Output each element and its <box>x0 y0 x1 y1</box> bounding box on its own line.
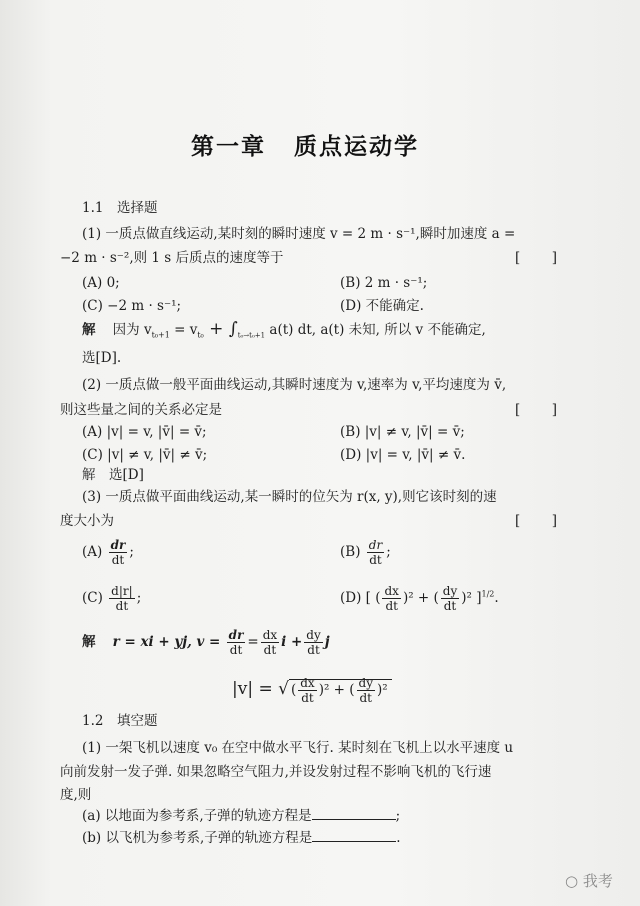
math-text: )² + ( <box>318 682 355 698</box>
q1-option-c: (C) −2 m · s⁻¹; <box>82 298 182 314</box>
answer-blank <box>312 806 396 820</box>
q3-option-c <box>82 584 141 613</box>
q2-line1: (2) 一质点做一般平面曲线运动,其瞬时速度为 v,速率为 v,平均速度为 v̄, <box>82 377 507 393</box>
fraction <box>367 538 384 567</box>
denominator: dt <box>229 643 243 657</box>
fill-q1-part-b <box>82 828 401 847</box>
q3-option-a <box>82 538 134 567</box>
punct: ; <box>386 544 391 560</box>
answer-bracket <box>515 401 557 419</box>
answer-bracket <box>515 512 557 530</box>
fraction <box>382 584 400 613</box>
fraction <box>109 584 135 613</box>
q2-option-a: (A) |v| = v, |v̄| = v̄; <box>82 424 207 440</box>
punct: ; <box>395 808 401 824</box>
sol-text: = v <box>169 322 198 338</box>
denominator: dt <box>385 599 398 613</box>
option-label: (C) <box>82 590 103 606</box>
fraction <box>298 676 316 705</box>
fraction <box>227 628 246 657</box>
q2-line2: 则这些量之间的关系必定是 <box>60 402 222 418</box>
denominator: dt <box>111 553 125 567</box>
q3-line1: (3) 一质点做平面曲线运动,某一瞬时的位矢为 r(x, y),则它该时刻的速 <box>82 489 497 505</box>
bracket-right: ] <box>551 250 557 266</box>
punct: ; <box>136 590 142 606</box>
speed-magnitude-formula <box>232 676 392 705</box>
chapter-number: 第一章 <box>191 134 266 160</box>
math-text: |v| = √ <box>232 679 289 699</box>
fraction <box>357 676 375 705</box>
fill-q1-part-a <box>82 806 400 825</box>
integral-sign: + ∫ <box>203 319 238 339</box>
bracket-left: [ <box>515 402 521 418</box>
answer-blank <box>312 828 396 842</box>
chapter-title <box>0 128 610 161</box>
q2-option-c: (C) |v| ≠ v, |v̄| ≠ v̄; <box>82 447 208 463</box>
sol-text: 因为 v <box>112 322 152 338</box>
q1-solution <box>82 320 486 345</box>
math-text: ( <box>290 682 297 698</box>
q1-option-b: (B) 2 m · s⁻¹; <box>340 275 428 291</box>
numerator: dx <box>384 584 399 598</box>
denominator: dt <box>359 691 373 705</box>
numerator: dy <box>358 676 373 690</box>
part-text: (a) 以地面为参考系,子弹的轨迹方程是 <box>82 808 312 824</box>
numerator: dx <box>300 676 315 690</box>
sol-text: a(t) dt, a(t) 未知, 所以 v 不能确定, <box>265 322 486 338</box>
solution-label: 解 <box>82 322 96 338</box>
math-text: )² + ( <box>402 590 439 606</box>
numerator: dr <box>368 538 383 552</box>
math-text: )² ] <box>461 590 482 606</box>
option-label: (D) <box>340 590 362 606</box>
q1-line2: −2 m · s⁻²,则 1 s 后质点的速度等于 <box>60 250 284 266</box>
solution-label: 解 <box>82 634 96 650</box>
math-text: j <box>324 634 330 650</box>
fill-q1-line2: 向前发射一发子弹. 如果忽略空气阻力,并设发射过程不影响飞机的飞行速 <box>60 764 492 780</box>
q3-line2: 度大小为 <box>60 513 114 529</box>
fraction <box>109 538 128 567</box>
sqrt-body <box>289 676 392 705</box>
math-text: [ ( <box>365 590 381 606</box>
numerator: dr <box>110 538 126 552</box>
math-text: r = xi + yj, v = <box>112 634 221 650</box>
q1-line1: (1) 一质点做直线运动,某时刻的瞬时速度 v = 2 m · s⁻¹,瞬时加速度 a = <box>82 226 516 242</box>
numerator: dy <box>442 584 458 598</box>
answer-bracket <box>515 249 557 267</box>
fill-q1-line3: 度,则 <box>60 787 92 803</box>
fraction <box>304 628 322 657</box>
denominator: dt <box>443 599 457 613</box>
sol-sub: t₀ <box>197 330 204 340</box>
q3-option-d <box>340 584 499 613</box>
bracket-left: [ <box>515 513 521 529</box>
numerator: dx <box>262 628 278 642</box>
part-text: (b) 以飞机为参考系,子弹的轨迹方程是 <box>82 830 313 846</box>
q2-option-b: (B) |v| ≠ v, |v̄| = v̄; <box>340 424 465 440</box>
bracket-right: ] <box>551 513 557 529</box>
q1-option-a: (A) 0; <box>82 275 120 291</box>
numerator: dy <box>306 628 321 642</box>
sol-sub: t₀+1 <box>151 330 170 340</box>
section-heading: 1.2 填空题 <box>82 713 158 729</box>
watermark <box>565 870 613 891</box>
math-text: = <box>247 634 259 650</box>
numerator: d|r| <box>111 584 133 598</box>
punct: . <box>396 830 401 846</box>
integral-limits: t₀→t₀+1 <box>237 331 266 340</box>
numerator: dr <box>228 628 244 642</box>
wechat-icon: ○​ <box>565 872 579 890</box>
bracket-right: ] <box>551 402 557 418</box>
watermark-text: 我考 <box>582 872 613 890</box>
option-label: (B) <box>340 544 361 560</box>
q3-solution <box>82 628 330 657</box>
q3-option-b <box>340 538 391 567</box>
q2-option-d: (D) |v| = v, |v̄| ≠ v̄. <box>340 447 466 463</box>
fraction <box>261 628 279 657</box>
denominator: dt <box>263 643 277 657</box>
exponent: 1/2 <box>481 589 495 599</box>
denominator: dt <box>115 599 129 613</box>
punct: . <box>494 590 499 606</box>
q1-solution-answer: 选[D]. <box>82 350 122 366</box>
math-text: i + <box>281 634 303 650</box>
chapter-name: 质点运动学 <box>294 134 419 160</box>
bracket-left: [ <box>515 250 521 266</box>
math-text: )² <box>377 682 388 698</box>
section-heading: 1.1 选择题 <box>82 200 158 216</box>
denominator: dt <box>369 553 382 567</box>
q2-solution: 解 选[D] <box>82 467 144 483</box>
option-label: (A) <box>82 544 103 560</box>
q1-option-d: (D) 不能确定. <box>340 298 424 314</box>
denominator: dt <box>307 643 320 657</box>
fraction <box>441 584 459 613</box>
fill-q1-line1: (1) 一架飞机以速度 v₀ 在空中做水平飞行. 某时刻在飞机上以水平速度 u <box>82 740 514 756</box>
denominator: dt <box>301 691 314 705</box>
punct: ; <box>129 544 134 560</box>
